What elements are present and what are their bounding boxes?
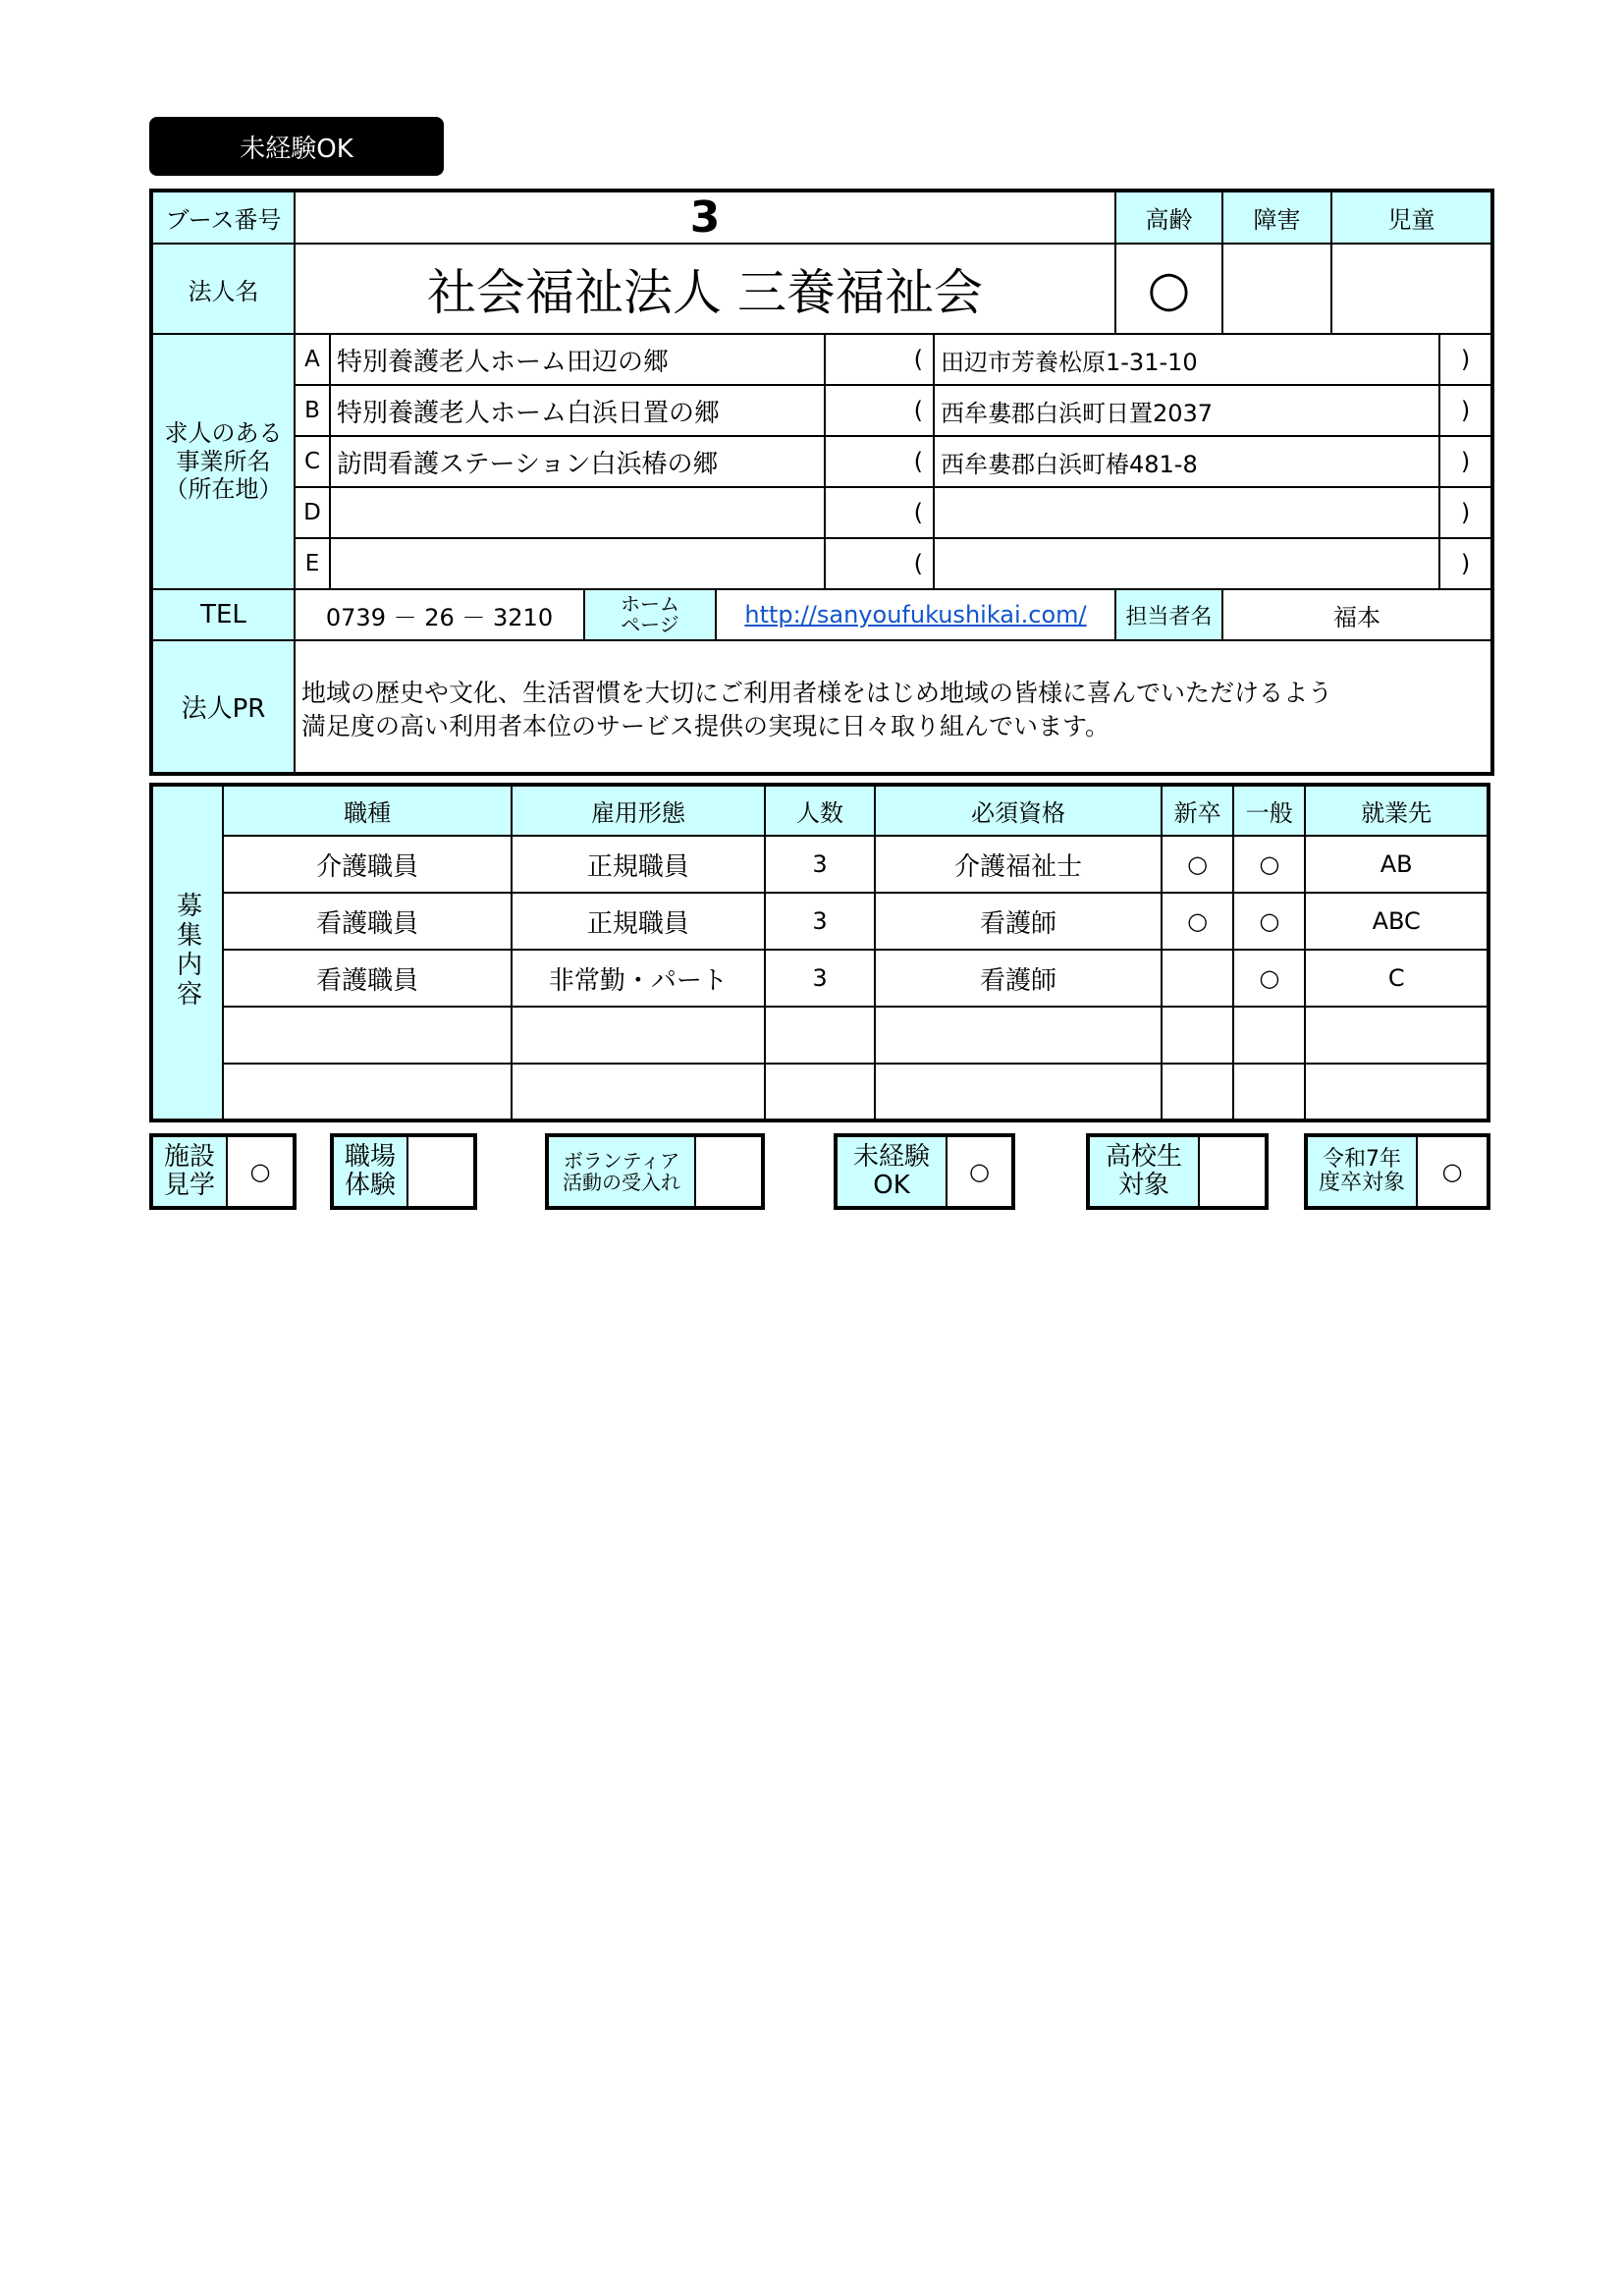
workplace-cell — [1305, 1007, 1489, 1064]
qualification-cell — [875, 1064, 1162, 1121]
address-open-paren: ( — [825, 487, 934, 538]
facility-visit-value: ○ — [249, 1158, 271, 1185]
job-cell: 看護職員 — [223, 950, 512, 1007]
general-cell: ○ — [1233, 950, 1305, 1007]
inexperienced-ok-label: 未経験 OK — [838, 1137, 947, 1206]
employment-cell: 非常勤・パート — [512, 950, 765, 1007]
employment-cell — [512, 1007, 765, 1064]
office-name: 特別養護老人ホーム田辺の郷 — [330, 334, 825, 385]
booth-label: ブース番号 — [151, 191, 295, 244]
office-address — [934, 487, 1439, 538]
workplace-cell: AB — [1305, 836, 1489, 893]
count-cell — [765, 1064, 875, 1121]
address-close-paren: ) — [1439, 334, 1492, 385]
corp-name-label: 法人名 — [151, 244, 295, 334]
count-cell — [765, 1007, 875, 1064]
pr-text: 地域の歴史や文化、生活習慣を大切にご利用者様をはじめ地域の皆様に喜んでいただけるよう 満足度の高い利用者本位のサービス提供の実現に日々取り組んでいます。 — [295, 640, 1492, 774]
contact-label: 担当者名 — [1115, 589, 1222, 640]
address-open-paren: ( — [825, 334, 934, 385]
contact-value: 福本 — [1222, 589, 1492, 640]
job-cell: 看護職員 — [223, 893, 512, 950]
recruit-side-label — [151, 785, 223, 1121]
general-cell — [1233, 1064, 1305, 1121]
graduates-value: ○ — [1441, 1158, 1463, 1185]
facility-visit-box — [149, 1133, 297, 1210]
address-close-paren: ) — [1439, 487, 1492, 538]
workplace-experience-box — [330, 1133, 477, 1210]
general-cell: ○ — [1233, 893, 1305, 950]
count-cell: 3 — [765, 950, 875, 1007]
office-address: 西牟婁郡白浜町椿481-8 — [934, 436, 1439, 487]
workplace-experience-value — [408, 1137, 473, 1206]
employment-cell: 正規職員 — [512, 893, 765, 950]
office-name: 訪問看護ステーション白浜椿の郷 — [330, 436, 825, 487]
volunteer-box — [545, 1133, 765, 1210]
qualification-cell: 介護福祉士 — [875, 836, 1162, 893]
offices-label: 求人のある 事業所名 （所在地） — [151, 334, 295, 589]
address-close-paren: ) — [1439, 385, 1492, 436]
category-children: 児童 — [1331, 191, 1492, 244]
general-cell: ○ — [1233, 836, 1305, 893]
inexperienced-ok-box — [834, 1133, 1015, 1210]
employment-cell: 正規職員 — [512, 836, 765, 893]
count-cell: 3 — [765, 893, 875, 950]
office-letter: A — [295, 334, 330, 385]
category-disability-mark — [1222, 244, 1331, 334]
graduates-box — [1304, 1133, 1490, 1210]
workplace-cell: ABC — [1305, 893, 1489, 950]
category-elderly-mark: ○ — [1115, 244, 1222, 334]
table-row — [151, 1064, 1489, 1121]
header-qualification: 必須資格 — [875, 785, 1162, 836]
office-letter: E — [295, 538, 330, 589]
office-row — [151, 487, 1492, 538]
header-new-grad: 新卒 — [1162, 785, 1233, 836]
employment-cell — [512, 1064, 765, 1121]
workplace-experience-label: 職場 体験 — [334, 1137, 408, 1206]
header-employment: 雇用形態 — [512, 785, 765, 836]
homepage-cell — [716, 589, 1115, 640]
office-address: 西牟婁郡白浜町日置2037 — [934, 385, 1439, 436]
high-school-value — [1200, 1137, 1265, 1206]
high-school-label: 高校生 対象 — [1090, 1137, 1200, 1206]
recruit-side-text: 募集内容 — [172, 892, 202, 1010]
pr-label: 法人PR — [151, 640, 295, 774]
tel-label: TEL — [151, 589, 295, 640]
graduates-label: 令和7年 度卒対象 — [1308, 1137, 1418, 1206]
category-elderly: 高齢 — [1115, 191, 1222, 244]
qualification-cell: 看護師 — [875, 950, 1162, 1007]
office-letter: D — [295, 487, 330, 538]
table-row — [151, 836, 1489, 893]
category-disability: 障害 — [1222, 191, 1331, 244]
table-row — [151, 1007, 1489, 1064]
volunteer-value — [696, 1137, 761, 1206]
job-cell — [223, 1007, 512, 1064]
homepage-label: ホーム ページ — [584, 589, 716, 640]
inexperienced-ok-value: ○ — [969, 1158, 990, 1185]
general-cell — [1233, 1007, 1305, 1064]
category-children-mark — [1331, 244, 1492, 334]
workplace-cell: C — [1305, 950, 1489, 1007]
office-row — [151, 538, 1492, 589]
header-count: 人数 — [765, 785, 875, 836]
job-cell: 介護職員 — [223, 836, 512, 893]
office-letter: C — [295, 436, 330, 487]
office-address — [934, 538, 1439, 589]
qualification-cell: 看護師 — [875, 893, 1162, 950]
office-name — [330, 487, 825, 538]
new-grad-cell — [1162, 950, 1233, 1007]
facility-visit-label: 施設 見学 — [153, 1137, 228, 1206]
office-row — [151, 334, 1492, 385]
inexperienced-ok-badge: 未経験OK — [149, 117, 444, 176]
tel-value: 0739 － 26 － 3210 — [295, 589, 584, 640]
office-letter: B — [295, 385, 330, 436]
header-job: 職種 — [223, 785, 512, 836]
office-address: 田辺市芳養松原1-31-10 — [934, 334, 1439, 385]
new-grad-cell — [1162, 1064, 1233, 1121]
new-grad-cell — [1162, 1007, 1233, 1064]
office-row — [151, 436, 1492, 487]
address-open-paren: ( — [825, 436, 934, 487]
address-close-paren: ) — [1439, 436, 1492, 487]
count-cell: 3 — [765, 836, 875, 893]
volunteer-label: ボランティア 活動の受入れ — [549, 1137, 696, 1206]
new-grad-cell: ○ — [1162, 836, 1233, 893]
recruitment-table — [149, 783, 1490, 1122]
table-row — [151, 893, 1489, 950]
corp-name: 社会福祉法人 三養福祉会 — [295, 244, 1115, 334]
homepage-link[interactable]: http://sanyoufukushikai.com/ — [744, 601, 1087, 629]
address-open-paren: ( — [825, 538, 934, 589]
high-school-box — [1086, 1133, 1269, 1210]
office-name — [330, 538, 825, 589]
address-close-paren: ) — [1439, 538, 1492, 589]
workplace-cell — [1305, 1064, 1489, 1121]
job-cell — [223, 1064, 512, 1121]
office-row — [151, 385, 1492, 436]
header-workplace: 就業先 — [1305, 785, 1489, 836]
new-grad-cell: ○ — [1162, 893, 1233, 950]
office-name: 特別養護老人ホーム白浜日置の郷 — [330, 385, 825, 436]
header-general: 一般 — [1233, 785, 1305, 836]
qualification-cell — [875, 1007, 1162, 1064]
address-open-paren: ( — [825, 385, 934, 436]
booth-number: 3 — [295, 191, 1115, 244]
table-row — [151, 950, 1489, 1007]
corporation-info-table — [149, 189, 1494, 776]
